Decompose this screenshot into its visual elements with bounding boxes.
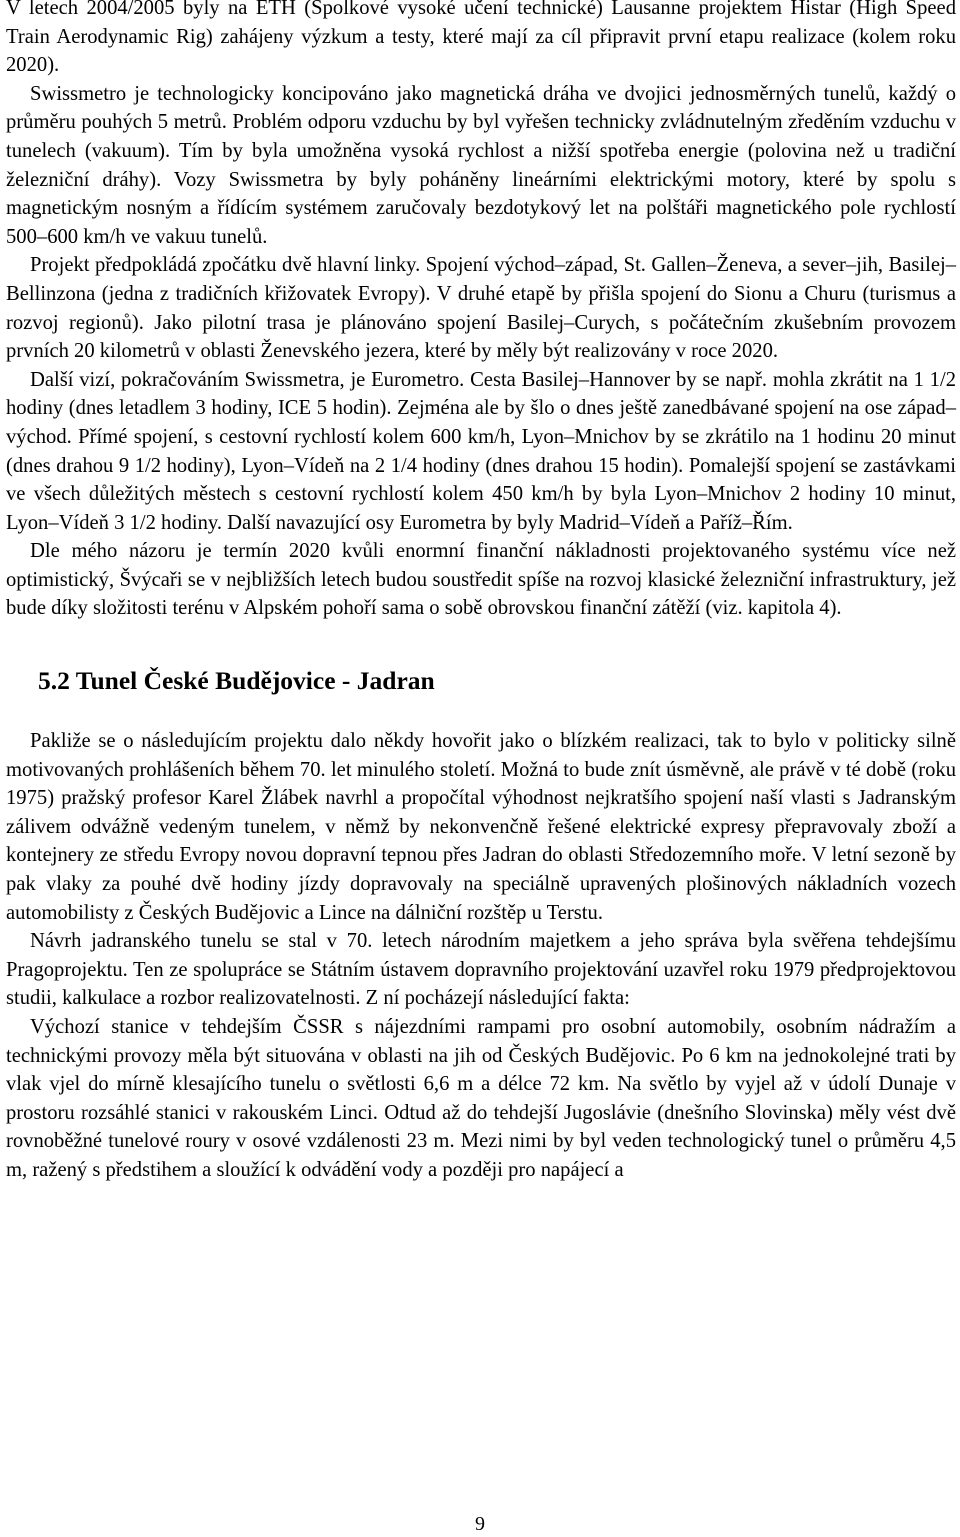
paragraph-swissmetro-technology: Swissmetro je technologicky koncipováno jako magnetická dráha ve dvojici jednosměrných tunelů, každý o průměru pouhých 5 metrů. Problém odporu vzduchu by byl vyřešen technicky zvládnutelným zředěním vzduchu v tunelech (vakuum). Tím by byla umožněna vysoká rychlost a nižší spotřeba energie (polovina než u tradiční železniční dráhy). Vozy Swissmetra by byly poháněny lineárními elektrickými motory, které by spolu s magnetickým nosným a řídícím systémem zaručovaly bezdotykový let na polštáři magnetického pole rychlostí 500–600 km/h ve vakuu tunelů.	[6, 82, 956, 248]
paragraph-tunnel-history: Pakliže se o následujícím projektu dalo někdy hovořit jako o blízkém realizaci, tak to bylo v politicky silně motivovaných prohlášeních během 70. let minulého století. Možná to bude znít úsměvně, ale právě v té době (roku 1975) pražský profesor Karel Žlábek navrhl a propočítal výhodnost nejkratšího spojení naší vlasti s Jadranským zálivem odvážně vedeným tunelem, v němž by nekonvenčně řešené elektrické expresy přepravovaly zboží a kontejnery ze středu Evropy novou dopravní tepnou přes Jadran do oblasti Středozemního moře. V letní sezoně by pak vlaky za pouhé dvě hodiny jízdy dopravovaly na speciálně upravených plošinových nákladních vozech automobilisty z Českých Budějovic a Lince na dálniční rozštěp u Terstu.	[6, 730, 956, 924]
paragraph-tunnel-facts: Výchozí stanice v tehdejším ČSSR s nájezdními rampami pro osobní automobily, osobním nádražím a technickými provozy měla být situována v oblasti na jih od Českých Budějovic. Po 6 km na jednokolejné trati by vlak vjel do mírně klesajícího tunelu o světlosti 6,6 m a délce 72 km. Na světlo by vyjel až v údolí Dunaje v prostoru rozsáhlé stanici v rakouském Linci. Odtud až do tehdejší Jugoslávie (dnešního Slovinska) měly vést dvě rovnoběžné tunelové roury v osové vzdálenosti 23 m. Mezi nimi by byl veden technologický tunel o průměru 4,5 m, ražený s předstihem a sloužící k odvádění vody a později pro napájecí a	[6, 1016, 956, 1181]
document-page	[6, 0, 956, 1185]
paragraph-histar: V letech 2004/2005 byly na ETH (Spolkové vysoké učení technické) Lausanne projektem Histar (High Speed Train Aerodynamic Rig) zahájeny výzkum a testy, které mají za cíl připravit první etapu realizace (kolem roku 2020).	[6, 0, 956, 77]
paragraph-author-opinion: Dle mého názoru je termín 2020 kvůli enormní finanční nákladnosti projektovaného systému více než optimistický, Švýcaři se v nejbližších letech budou soustředit spíše na rozvoj klasické železniční infrastruktury, jež bude díky složitosti terénu v Alpském pohoří sama o sobě obrovskou finanční zátěží (viz. kapitola 4).	[6, 540, 956, 620]
paragraph-swissmetro-lines: Projekt předpokládá zpočátku dvě hlavní linky. Spojení východ–západ, St. Gallen–Ženeva, a sever–jih, Basilej–Bellinzona (jedna z tradičních křižovatek Evropy). V druhé etapě by přišla spojení do Sionu a Churu (turismus a rozvoj regionů). Jako pilotní trasa je plánováno spojení Basilej–Curych, s počátečním zkušebním provozem prvních 20 kilometrů v oblasti Ženevského jezera, které by měly být realizovány v roce 2020.	[6, 254, 956, 363]
page-number: 9	[475, 1513, 485, 1535]
paragraph-eurometro: Další vizí, pokračováním Swissmetra, je Eurometro. Cesta Basilej–Hannover by se např. mohla zkrátit na 1 1/2 hodiny (dnes letadlem 3 hodiny, ICE 5 hodin). Zejména ale by šlo o dnes ještě zanedbávané spojení na ose západ–východ. Přímé spojení, s cestovní rychlostí kolem 600 km/h, Lyon–Mnichov by se zkrátilo na 1 hodinu 20 minut (dnes drahou 9 1/2 hodiny), Lyon–Vídeň na 2 1/4 hodiny (dnes drahou 15 hodin). Pomalejší spojení se zastávkami ve všech důležitých městech s cestovní rychlostí kolem 450 km/h by byla Lyon–Mnichov 2 hodiny 10 minut, Lyon–Vídeň 3 1/2 hodiny. Další navazující osy Eurometra by byly Madrid–Vídeň a Paříž–Řím.	[6, 368, 956, 534]
paragraph-tunnel-design: Návrh jadranského tunelu se stal v 70. letech národním majetkem a jeho správa byla svěřena tehdejšímu Pragoprojektu. Ten ze spolupráce se Státním ústavem dopravního projektování uzavřel roku 1979 předprojektovou studii, kalkulace a rozbor realizovatelnosti. Z ní pocházejí následující fakta:	[6, 930, 956, 1010]
section-heading: 5.2 Tunel České Budějovice - Jadran	[38, 666, 435, 696]
